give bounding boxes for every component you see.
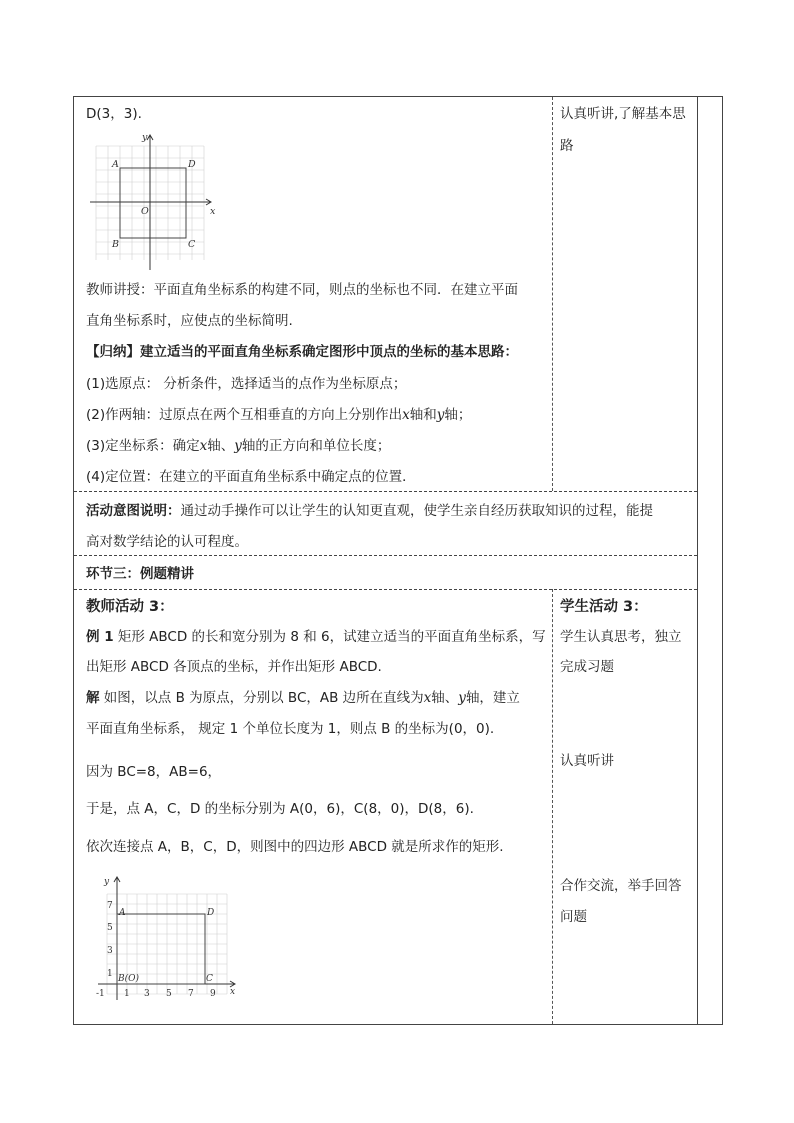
solution-x: x [423,690,432,706]
summary-step-1: (1)选原点： 分析条件，选择适当的点作为坐标原点； [86,376,407,392]
fig2-point-c: C [206,974,213,984]
rectangle-coordinate-figure [88,870,248,1010]
summary-title: 【归纳】建立适当的平面直角坐标系确定图形中顶点的坐标的基本思路： [86,344,518,360]
fig2-xtick-9: 9 [210,989,216,999]
therefore-line: 于是，点 A，C，D 的坐标分别为 A(0，6)，C(8，0)，D(8，6). [86,801,474,817]
step3-pre: (3)定坐标系：确定 [86,438,200,454]
fig1-point-c: C [188,239,196,250]
activity-intent-label: 活动意图说明： [86,503,181,519]
summary-step-2 [86,405,471,425]
step2-y: y [436,407,445,423]
student-activity-line2: 完成习题 [560,659,614,675]
activity-intent-text: 通过动手操作可以让学生的认知更直观，使学生亲自经历获取知识的过程，能提 [180,503,653,519]
right-margin-line [697,97,698,1024]
fig1-point-a: A [112,159,119,170]
fig1-point-b: B [112,239,119,250]
solution-mid: 轴、 [431,690,459,706]
fig1-origin-label: O [141,206,149,217]
fig2-ytick-5: 5 [107,923,113,933]
fig2-y-label: y [104,877,110,887]
step2-post: 轴； [444,407,472,423]
square-coordinate-figure [88,130,220,272]
step3-post: 轴的正方向和单位长度； [241,438,391,454]
fig2-xtick-7: 7 [188,989,194,999]
fig1-x-label: x [210,206,216,217]
d-coordinate-text: D(3，3). [86,106,142,122]
step2-mid: 轴和 [409,407,437,423]
column-divider-bottom [552,589,553,1024]
fig2-xtick-1: 1 [124,989,130,999]
fig2-xtick-3: 3 [144,989,150,999]
example1-line1 [86,627,546,647]
student-note-line1: 认真听讲,了解基本思 [560,106,686,122]
step3-x: x [199,438,208,454]
step2-pre: (2)作两轴：过原点在两个互相垂直的方向上分别作出 [86,407,403,423]
step3-y: y [234,438,242,454]
step3-mid: 轴、 [207,438,235,454]
fig2-point-bo: B(O) [118,974,140,984]
connect-line: 依次连接点 A，B，C，D，则图中的四边形 ABCD 就是所求作的矩形. [86,839,504,855]
row-divider-3 [74,589,697,590]
summary-step-3 [86,436,390,456]
example1-text: 矩形 ABCD 的长和宽分别为 8 和 6，试建立适当的平面直角坐标系，写 [113,629,546,645]
step2-x: x [402,407,410,423]
fig1-point-d: D [188,159,196,170]
fig2-ytick-1: 1 [107,969,113,979]
solution-post: 轴，建立 [465,690,520,706]
column-divider-top [552,97,553,491]
fig2-point-a: A [119,908,126,918]
summary-step-4: (4)定位置：在建立的平面直角坐标系中确定点的位置． [86,469,416,485]
row-divider-2 [74,555,697,556]
solution-lead: 解 [86,690,100,706]
example1-line2: 出矩形 ABCD 各顶点的坐标，并作出矩形 ABCD. [86,659,382,675]
fig1-y-label: y [142,132,148,143]
solution-line2: 平面直角坐标系， 规定 1 个单位长度为 1，则点 B 的坐标为(0，0). [86,721,495,737]
student-activity-title: 学生活动 3： [560,599,648,615]
fig2-xtick-5: 5 [166,989,172,999]
activity-intent-line2: 高对数学结论的认可程度。 [86,534,248,550]
solution-line1 [86,688,520,708]
solution-pre: 如图，以点 B 为原点，分别以 BC，AB 边所在直线为 [99,690,424,706]
fig2-ytick-7: 7 [107,901,113,911]
teacher-explain-line2: 直角坐标系时，应使点的坐标简明. [86,313,293,329]
row-divider-1 [74,491,697,492]
student-activity-line5: 问题 [560,909,587,925]
student-note-line2: 路 [560,138,574,154]
student-activity-line1: 学生认真思考，独立 [560,629,682,645]
fig2-xtick-neg1: -1 [96,989,105,999]
student-activity-line3: 认真听讲 [560,753,614,769]
example1-lead: 例 1 [86,629,114,645]
section3-title: 环节三：例题精讲 [86,566,194,582]
activity-intent-line1 [86,501,653,521]
fig2-ytick-3: 3 [107,946,113,956]
because-line: 因为 BC=8，AB=6， [86,764,222,780]
fig2-point-d: D [207,908,215,918]
student-activity-line4: 合作交流，举手回答 [560,878,682,894]
fig2-x-label: x [230,987,236,997]
square-abcd [120,168,186,238]
teacher-activity-title: 教师活动 3： [86,599,174,615]
solution-y: y [458,690,466,706]
teacher-explain-line1: 教师讲授：平面直角坐标系的构建不同，则点的坐标也不同．在建立平面 [86,282,518,298]
